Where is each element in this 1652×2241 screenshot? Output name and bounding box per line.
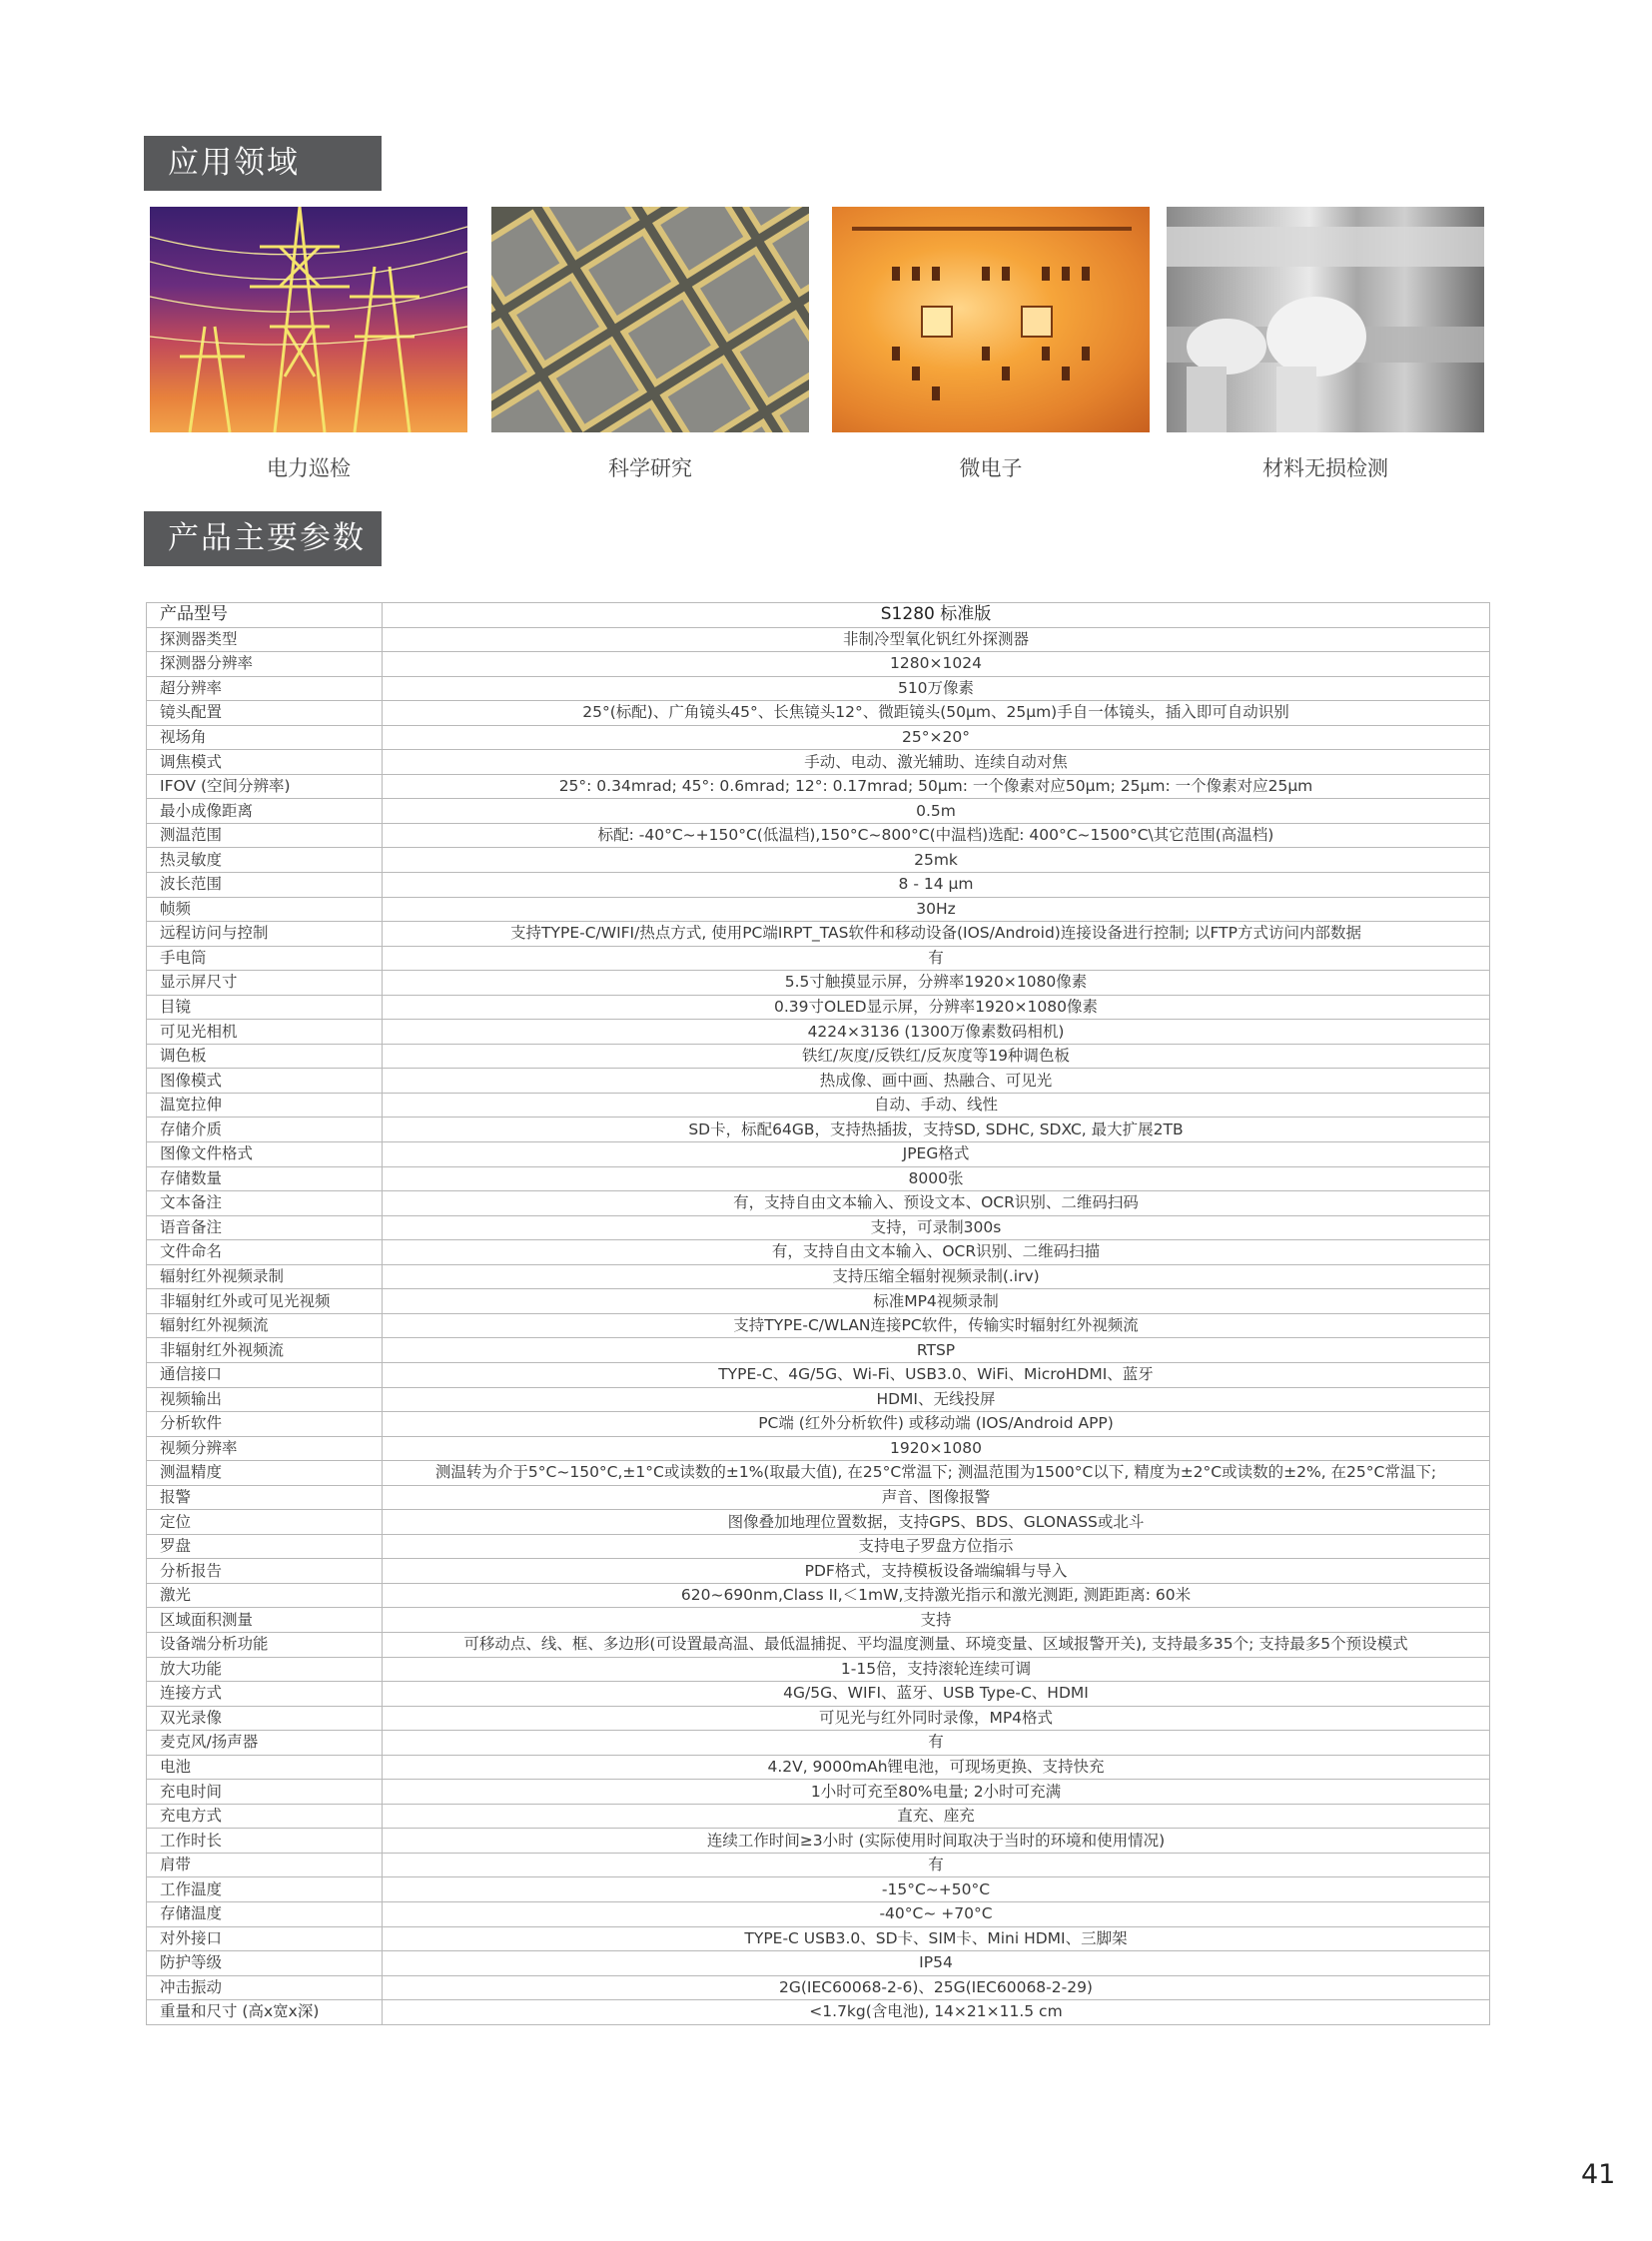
spec-key: 文件命名: [147, 1240, 383, 1265]
spec-value: 支持电子罗盘方位指示: [383, 1534, 1490, 1559]
table-row: [147, 1780, 1490, 1805]
spec-key: 视频输出: [147, 1387, 383, 1412]
spec-key: 显示屏尺寸: [147, 971, 383, 996]
spec-value: 4G/5G、WIFI、蓝牙、USB Type-C、HDMI: [383, 1682, 1490, 1707]
table-row: [147, 1289, 1490, 1314]
spec-key: 超分辨率: [147, 676, 383, 701]
spec-key: 镜头配置: [147, 701, 383, 726]
spec-value: 2G(IEC60068-2-6)、25G(IEC60068-2-29): [383, 1975, 1490, 2000]
spec-value: SD卡，标配64GB，支持热插拔，支持SD, SDHC, SDXC, 最大扩展2TB: [383, 1118, 1490, 1142]
spec-value: 30Hz: [383, 897, 1490, 922]
spec-value: TYPE-C、4G/5G、Wi-Fi、USB3.0、WiFi、MicroHDMI、蓝牙: [383, 1362, 1490, 1387]
spec-key: 电池: [147, 1755, 383, 1780]
table-row: [147, 1338, 1490, 1363]
table-row: [147, 627, 1490, 652]
spec-value: 铁红/灰度/反铁红/反灰度等19种调色板: [383, 1044, 1490, 1069]
table-row: [147, 848, 1490, 873]
spec-key: IFOV (空间分辨率): [147, 774, 383, 799]
spec-value: IP54: [383, 1951, 1490, 1976]
spec-key: 帧频: [147, 897, 383, 922]
table-row: [147, 774, 1490, 799]
spec-value: 5.5寸触摸显示屏，分辨率1920×1080像素: [383, 971, 1490, 996]
spec-value: 0.5m: [383, 799, 1490, 824]
spec-key: 图像模式: [147, 1069, 383, 1094]
table-row: [147, 725, 1490, 750]
table-row: [147, 1926, 1490, 1951]
spec-key: 探测器分辨率: [147, 652, 383, 677]
table-row: [147, 922, 1490, 947]
spec-value: 1920×1080: [383, 1436, 1490, 1461]
table-row: [147, 1436, 1490, 1461]
application-science-research: [491, 207, 809, 480]
spec-key: 防护等级: [147, 1951, 383, 1976]
table-row: [147, 1485, 1490, 1510]
power-lines-thermal-image: [150, 207, 467, 432]
spec-key: 激光: [147, 1583, 383, 1608]
table-row: [147, 1362, 1490, 1387]
application-power-inspection: [150, 207, 467, 480]
table-row: [147, 1412, 1490, 1437]
table-row: [147, 1093, 1490, 1118]
spec-value: 620~690nm,Class II,＜1mW,支持激光指示和激光测距, 测距距离: 60米: [383, 1583, 1490, 1608]
spec-key: 麦克风/扬声器: [147, 1731, 383, 1756]
spec-key: 远程访问与控制: [147, 922, 383, 947]
spec-key: 工作温度: [147, 1877, 383, 1902]
page-number: 41: [1581, 2159, 1616, 2190]
table-row: [147, 799, 1490, 824]
application-caption: 科学研究: [608, 456, 692, 480]
spec-key: 双光录像: [147, 1706, 383, 1731]
table-row: [147, 1387, 1490, 1412]
table-row: [147, 1975, 1490, 2000]
table-row: [147, 1608, 1490, 1633]
table-row: [147, 1264, 1490, 1289]
spec-value: 支持TYPE-C/WIFI/热点方式, 使用PC端IRPT_TAS软件和移动设备(IOS/Android)连接设备进行控制; 以FTP方式访问内部数据: [383, 922, 1490, 947]
spec-key: 可见光相机: [147, 1020, 383, 1045]
table-row: [147, 1240, 1490, 1265]
table-row: [147, 971, 1490, 996]
spec-key: 最小成像距离: [147, 799, 383, 824]
table-row: [147, 1951, 1490, 1976]
spec-value: <1.7kg(含电池), 14×21×11.5 cm: [383, 2000, 1490, 2025]
table-row: [147, 2000, 1490, 2025]
spec-value: 直充、座充: [383, 1804, 1490, 1829]
spec-value: 8000张: [383, 1166, 1490, 1191]
spec-key: 定位: [147, 1510, 383, 1535]
spec-value: 测温转为介于5°C~150°C,±1°C或读数的±1%(取最大值), 在25°C常温下; 测温范围为1500°C以下, 精度为±2°C或读数的±2%, 在25°C常温下;: [383, 1461, 1490, 1486]
table-row: [147, 1510, 1490, 1535]
spec-key: 测温精度: [147, 1461, 383, 1486]
spec-value: 1-15倍，支持滚轮连续可调: [383, 1657, 1490, 1682]
spec-key: 非辐射红外视频流: [147, 1338, 383, 1363]
table-row: [147, 1069, 1490, 1094]
spec-key: 产品型号: [147, 603, 383, 628]
table-row: [147, 1901, 1490, 1926]
application-caption: 材料无损检测: [1262, 456, 1388, 480]
application-caption: 电力巡检: [267, 456, 351, 480]
spec-key: 调焦模式: [147, 750, 383, 775]
spec-table: [146, 602, 1490, 2025]
table-row: [147, 701, 1490, 726]
spec-value: 4.2V, 9000mAh锂电池，可现场更换、支持快充: [383, 1755, 1490, 1780]
table-row: [147, 823, 1490, 848]
spec-value: 有，支持自由文本输入、OCR识别、二维码扫描: [383, 1240, 1490, 1265]
spec-value: 25°(标配)、广角镜头45°、长焦镜头12°、微距镜头(50μm、25μm)手自一体镜头，插入即可自动识别: [383, 701, 1490, 726]
spec-key: 存储温度: [147, 1901, 383, 1926]
table-row: [147, 1682, 1490, 1707]
application-caption: 微电子: [959, 456, 1023, 480]
table-row: [147, 1166, 1490, 1191]
spec-value: 支持压缩全辐射视频录制(.irv): [383, 1264, 1490, 1289]
spec-value: 25°×20°: [383, 725, 1490, 750]
spec-key: 充电时间: [147, 1780, 383, 1805]
table-row: [147, 652, 1490, 677]
spec-key: 图像文件格式: [147, 1142, 383, 1167]
applications-gallery: [150, 207, 1484, 486]
spec-value: 25°: 0.34mrad; 45°: 0.6mrad; 12°: 0.17mrad; 50μm: 一个像素对应50μm; 25μm: 一个像素对应25μm: [383, 774, 1490, 799]
spec-value: RTSP: [383, 1338, 1490, 1363]
table-row: [147, 1877, 1490, 1902]
table-row: [147, 750, 1490, 775]
spec-value: 标准MP4视频录制: [383, 1289, 1490, 1314]
spec-key: 存储介质: [147, 1118, 383, 1142]
spec-value: 自动、手动、线性: [383, 1093, 1490, 1118]
section-title-applications: 应用领域: [144, 136, 382, 191]
spec-key: 分析软件: [147, 1412, 383, 1437]
spec-value: HDMI、无线投屏: [383, 1387, 1490, 1412]
table-row: [147, 1142, 1490, 1167]
spec-value: 1小时可充至80%电量; 2小时可充满: [383, 1780, 1490, 1805]
spec-key: 探测器类型: [147, 627, 383, 652]
spec-value: 非制冷型氧化钒红外探测器: [383, 627, 1490, 652]
table-row: [147, 1829, 1490, 1854]
spec-key: 肩带: [147, 1853, 383, 1877]
science-wafer-image: [491, 207, 809, 432]
spec-key: 对外接口: [147, 1926, 383, 1951]
spec-key: 热灵敏度: [147, 848, 383, 873]
spec-value: 有: [383, 1853, 1490, 1877]
table-row: [147, 1534, 1490, 1559]
table-row: [147, 1657, 1490, 1682]
spec-value: 8 - 14 μm: [383, 873, 1490, 898]
spec-key: 非辐射红外或可见光视频: [147, 1289, 383, 1314]
table-row: [147, 1215, 1490, 1240]
spec-key: 通信接口: [147, 1362, 383, 1387]
spec-key: 报警: [147, 1485, 383, 1510]
spec-value: 510万像素: [383, 676, 1490, 701]
spec-key: 文本备注: [147, 1191, 383, 1216]
table-row: [147, 1632, 1490, 1657]
spec-value: 支持: [383, 1608, 1490, 1633]
spec-value: 支持TYPE-C/WLAN连接PC软件，传输实时辐射红外视频流: [383, 1313, 1490, 1338]
spec-value: 图像叠加地理位置数据，支持GPS、BDS、GLONASS或北斗: [383, 1510, 1490, 1535]
spec-key: 调色板: [147, 1044, 383, 1069]
spec-value: S1280 标准版: [383, 603, 1490, 628]
table-row: [147, 1044, 1490, 1069]
spec-value: 声音、图像报警: [383, 1485, 1490, 1510]
spec-value: 连续工作时间≥3小时 (实际使用时间取决于当时的环境和使用情况): [383, 1829, 1490, 1854]
spec-key: 辐射红外视频录制: [147, 1264, 383, 1289]
spec-value: 可移动点、线、框、多边形(可设置最高温、最低温捕捉、平均温度测量、环境变量、区域报警开关), 支持最多35个; 支持最多5个预设模式: [383, 1632, 1490, 1657]
spec-value: 标配: -40°C~+150°C(低温档),150°C~800°C(中温档)选配: 400°C~1500°C\其它范围(高温档): [383, 823, 1490, 848]
spec-key: 连接方式: [147, 1682, 383, 1707]
spec-key: 视场角: [147, 725, 383, 750]
spec-key: 存储数量: [147, 1166, 383, 1191]
application-material-ndt: [1167, 207, 1484, 480]
spec-value: 0.39寸OLED显示屏，分辨率1920×1080像素: [383, 995, 1490, 1020]
spec-key: 视频分辨率: [147, 1436, 383, 1461]
spec-key: 波长范围: [147, 873, 383, 898]
table-row: [147, 1706, 1490, 1731]
spec-key: 手电筒: [147, 946, 383, 971]
spec-key: 设备端分析功能: [147, 1632, 383, 1657]
spec-key: 区域面积测量: [147, 1608, 383, 1633]
table-row: [147, 1853, 1490, 1877]
table-row: [147, 1559, 1490, 1584]
spec-value: 4224×3136 (1300万像素数码相机): [383, 1020, 1490, 1045]
spec-value: 有: [383, 1731, 1490, 1756]
spec-key: 语音备注: [147, 1215, 383, 1240]
circuit-board-thermal-image: [832, 207, 1150, 432]
table-row: [147, 1583, 1490, 1608]
spec-value: JPEG格式: [383, 1142, 1490, 1167]
table-row: [147, 1118, 1490, 1142]
table-row: [147, 676, 1490, 701]
spec-key: 分析报告: [147, 1559, 383, 1584]
table-row: [147, 1020, 1490, 1045]
spec-value: 热成像、画中画、热融合、可见光: [383, 1069, 1490, 1094]
spec-key: 罗盘: [147, 1534, 383, 1559]
spec-key: 辐射红外视频流: [147, 1313, 383, 1338]
spec-value: 1280×1024: [383, 652, 1490, 677]
spec-key: 测温范围: [147, 823, 383, 848]
table-row: [147, 995, 1490, 1020]
spec-value: 有，支持自由文本输入、预设文本、OCR识别、二维码扫码: [383, 1191, 1490, 1216]
spec-value: TYPE-C USB3.0、SD卡、SIM卡、Mini HDMI、三脚架: [383, 1926, 1490, 1951]
spec-key: 放大功能: [147, 1657, 383, 1682]
table-row: [147, 1191, 1490, 1216]
spec-value: PC端 (红外分析软件) 或移动端 (IOS/Android APP): [383, 1412, 1490, 1437]
spec-value: 有: [383, 946, 1490, 971]
spec-key: 温宽拉伸: [147, 1093, 383, 1118]
spec-key: 工作时长: [147, 1829, 383, 1854]
table-row: [147, 1313, 1490, 1338]
table-row: [147, 1755, 1490, 1780]
spec-key: 冲击振动: [147, 1975, 383, 2000]
material-pipes-thermal-image: [1167, 207, 1484, 432]
spec-value: 25mk: [383, 848, 1490, 873]
table-row: [147, 1461, 1490, 1486]
table-row: [147, 873, 1490, 898]
spec-header-row: [147, 603, 1490, 628]
table-row: [147, 1804, 1490, 1829]
spec-key: 目镜: [147, 995, 383, 1020]
spec-key: 重量和尺寸 (高x宽x深): [147, 2000, 383, 2025]
table-row: [147, 897, 1490, 922]
table-row: [147, 1731, 1490, 1756]
spec-value: 可见光与红外同时录像，MP4格式: [383, 1706, 1490, 1731]
spec-value: 手动、电动、激光辅助、连续自动对焦: [383, 750, 1490, 775]
application-microelectronics: [832, 207, 1150, 480]
spec-value: 支持，可录制300s: [383, 1215, 1490, 1240]
table-row: [147, 946, 1490, 971]
spec-value: PDF格式，支持模板设备端编辑与导入: [383, 1559, 1490, 1584]
spec-key: 充电方式: [147, 1804, 383, 1829]
spec-value: -40°C~ +70°C: [383, 1901, 1490, 1926]
section-title-parameters: 产品主要参数: [144, 511, 382, 566]
spec-value: -15°C~+50°C: [383, 1877, 1490, 1902]
